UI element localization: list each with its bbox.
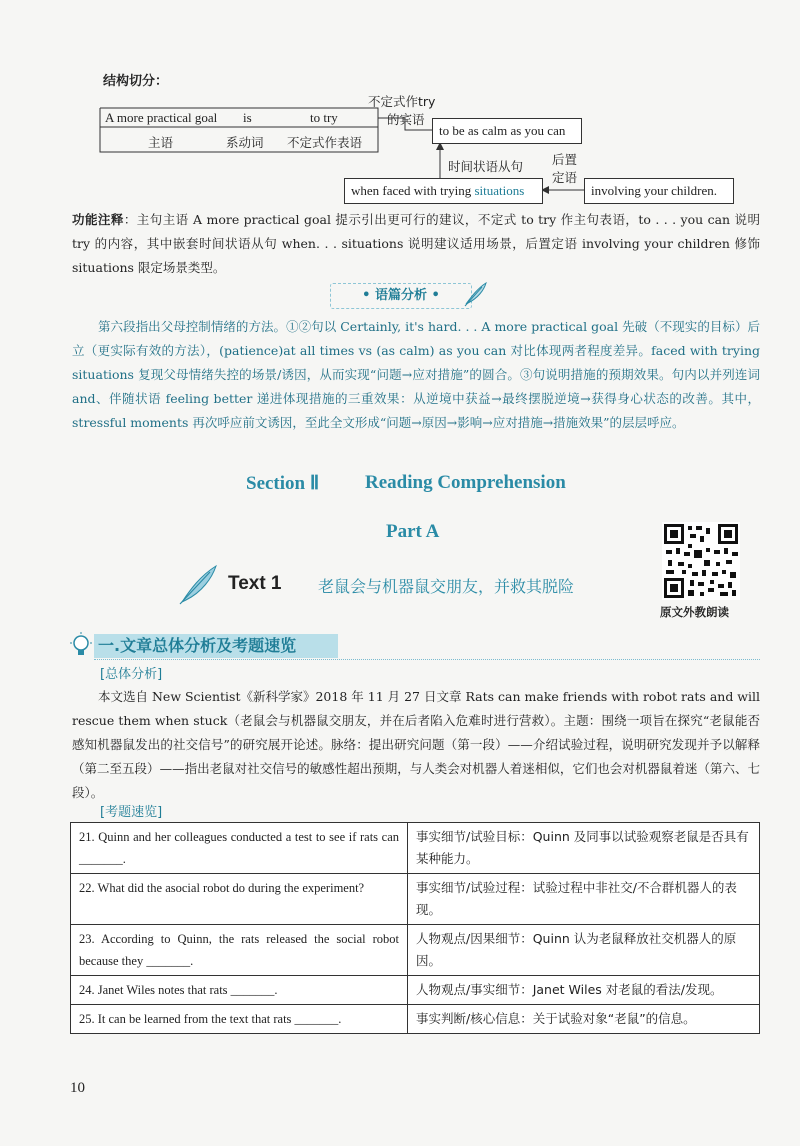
answer-type-cell: 人物观点/事实细节：Janet Wiles 对老鼠的看法/发现。 xyxy=(408,976,760,1005)
section-number: Section Ⅱ xyxy=(246,473,320,494)
question-cell: 24. Janet Wiles notes that rats _______. xyxy=(71,976,408,1005)
answer-type-cell: 事实细节/试验过程：试验过程中非社交/不合群机器人的表现。 xyxy=(408,874,760,925)
infinitive-text: to try xyxy=(310,110,338,125)
postmod-label-2: 定语 xyxy=(552,170,578,185)
discourse-label: • 语篇分析 • xyxy=(362,288,440,303)
section-title: Reading Comprehension xyxy=(365,472,566,493)
table-row xyxy=(71,1005,760,1034)
postmod-phrase: involving your children. xyxy=(591,183,718,198)
table-row xyxy=(71,823,760,874)
adverbial-label: 时间状语从句 xyxy=(448,159,524,174)
page-number: 10 xyxy=(70,1080,85,1096)
overall-text: 本文选自 New Scientist《新科学家》2018 年 11 月 27 日文章 Rats can make friends with robot rats and will rescue them when stuck（老鼠会与机器鼠交朋友，并在后者陷入危难时进行营救）。主题：围绕一项旨在探究“老鼠能否感知机器鼠发出的社交信号”的研究展开论述。脉络：提出研究问题（第一段）——介绍试验过程，说明研究发现并予以解释（第二至五段）——指出老鼠对社交信号的敏感性超出预期，与人类会对机器人着迷相似，它们也会对机器鼠着迷（第六、七段）。 xyxy=(72,689,760,800)
table-row xyxy=(71,925,760,976)
overall-tag: [总体分析] xyxy=(100,667,163,682)
clause-prefix: when faced with trying xyxy=(351,183,475,198)
discourse-text: 第六段指出父母控制情绪的方法。①②句以 Certainly, it's hard. . . A more practical goal 先破（不现实的目标）后立（更实际有效的方法），(patience)at all times vs (as calm) as you can 对比体现两者程度差异。faced with trying situations 复现父母情绪失控的场景/诱因，从而实现“问题→应对措施”的圆合。③句说明措施的预期效果。句内以并列连词 and、伴随状语 feeling better 递进体现措施的三重效果：从逆境中获益→最终摆脱逆境→获得身心状态的改善。其中，stressful moments 再次呼应前文诱因，至此全文形成“问题→原因→影响→应对措施→措施效果”的层层呼应。 xyxy=(72,319,760,430)
subject-text: A more practical goal xyxy=(105,110,218,125)
lightbulb-icon xyxy=(68,632,94,658)
discourse-label-box xyxy=(330,283,472,309)
linking-label: 系动词 xyxy=(226,135,264,150)
clause-highlight: situations xyxy=(474,183,525,198)
question-cell: 22. What did the asocial robot do during the experiment? xyxy=(71,874,408,925)
clause-box xyxy=(344,178,543,204)
function-note-text: ：主句主语 A more practical goal 提示引出更可行的建议，不定式 to try 作主句表语，to . . . you can 说明 try 的内容，其中嵌套时间状语从句 when. . . situations 说明建议适用场景，后置定语 involving your children 修饰 situations 限定场景类型。 xyxy=(72,212,760,275)
text-subtitle: 老鼠会与机器鼠交朋友，并救其脱险 xyxy=(318,577,575,596)
object-label-1: 不定式作try xyxy=(368,94,436,109)
text-label: Text 1 xyxy=(228,573,282,594)
question-cell: 23. According to Quinn, the rats released the social robot because they _______. xyxy=(71,925,408,976)
postmod-box xyxy=(584,178,734,204)
question-cell: 25. It can be learned from the text that rats _______. xyxy=(71,1005,408,1034)
question-table xyxy=(70,822,760,1034)
table-row xyxy=(71,976,760,1005)
object-phrase-box xyxy=(432,118,582,144)
table-row xyxy=(71,874,760,925)
answer-type-cell: 事实细节/试验目标：Quinn 及同事以试验观察老鼠是否具有某种能力。 xyxy=(408,823,760,874)
part-title: Part A xyxy=(386,521,440,542)
postmod-label-1: 后置 xyxy=(552,152,578,167)
object-phrase: to be as calm as you can xyxy=(439,123,566,138)
overview-heading: 一.文章总体分析及考题速览 xyxy=(98,636,297,655)
quick-tag: [考题速览] xyxy=(100,805,163,820)
structure-heading: 结构切分： xyxy=(103,74,169,89)
question-cell: 21. Quinn and her colleagues conducted a test to see if rats can _______. xyxy=(71,823,408,874)
qr-code-icon[interactable] xyxy=(662,522,740,600)
answer-type-cell: 人物观点/因果细节：Quinn 认为老鼠释放社交机器人的原因。 xyxy=(408,925,760,976)
function-note-label: 功能注释 xyxy=(72,212,124,227)
quill-icon xyxy=(176,562,220,606)
overview-divider xyxy=(94,659,760,660)
answer-type-cell: 事实判断/核心信息：关于试验对象“老鼠”的信息。 xyxy=(408,1005,760,1034)
function-note xyxy=(72,208,760,280)
infinitive-label: 不定式作表语 xyxy=(287,135,363,150)
object-label-2: 的宾语 xyxy=(387,112,425,127)
feather-icon xyxy=(462,280,490,308)
subject-label: 主语 xyxy=(148,135,174,150)
linking-verb-text: is xyxy=(243,110,252,125)
clause-text xyxy=(351,183,524,199)
qr-caption: 原文外教朗读 xyxy=(660,605,729,619)
